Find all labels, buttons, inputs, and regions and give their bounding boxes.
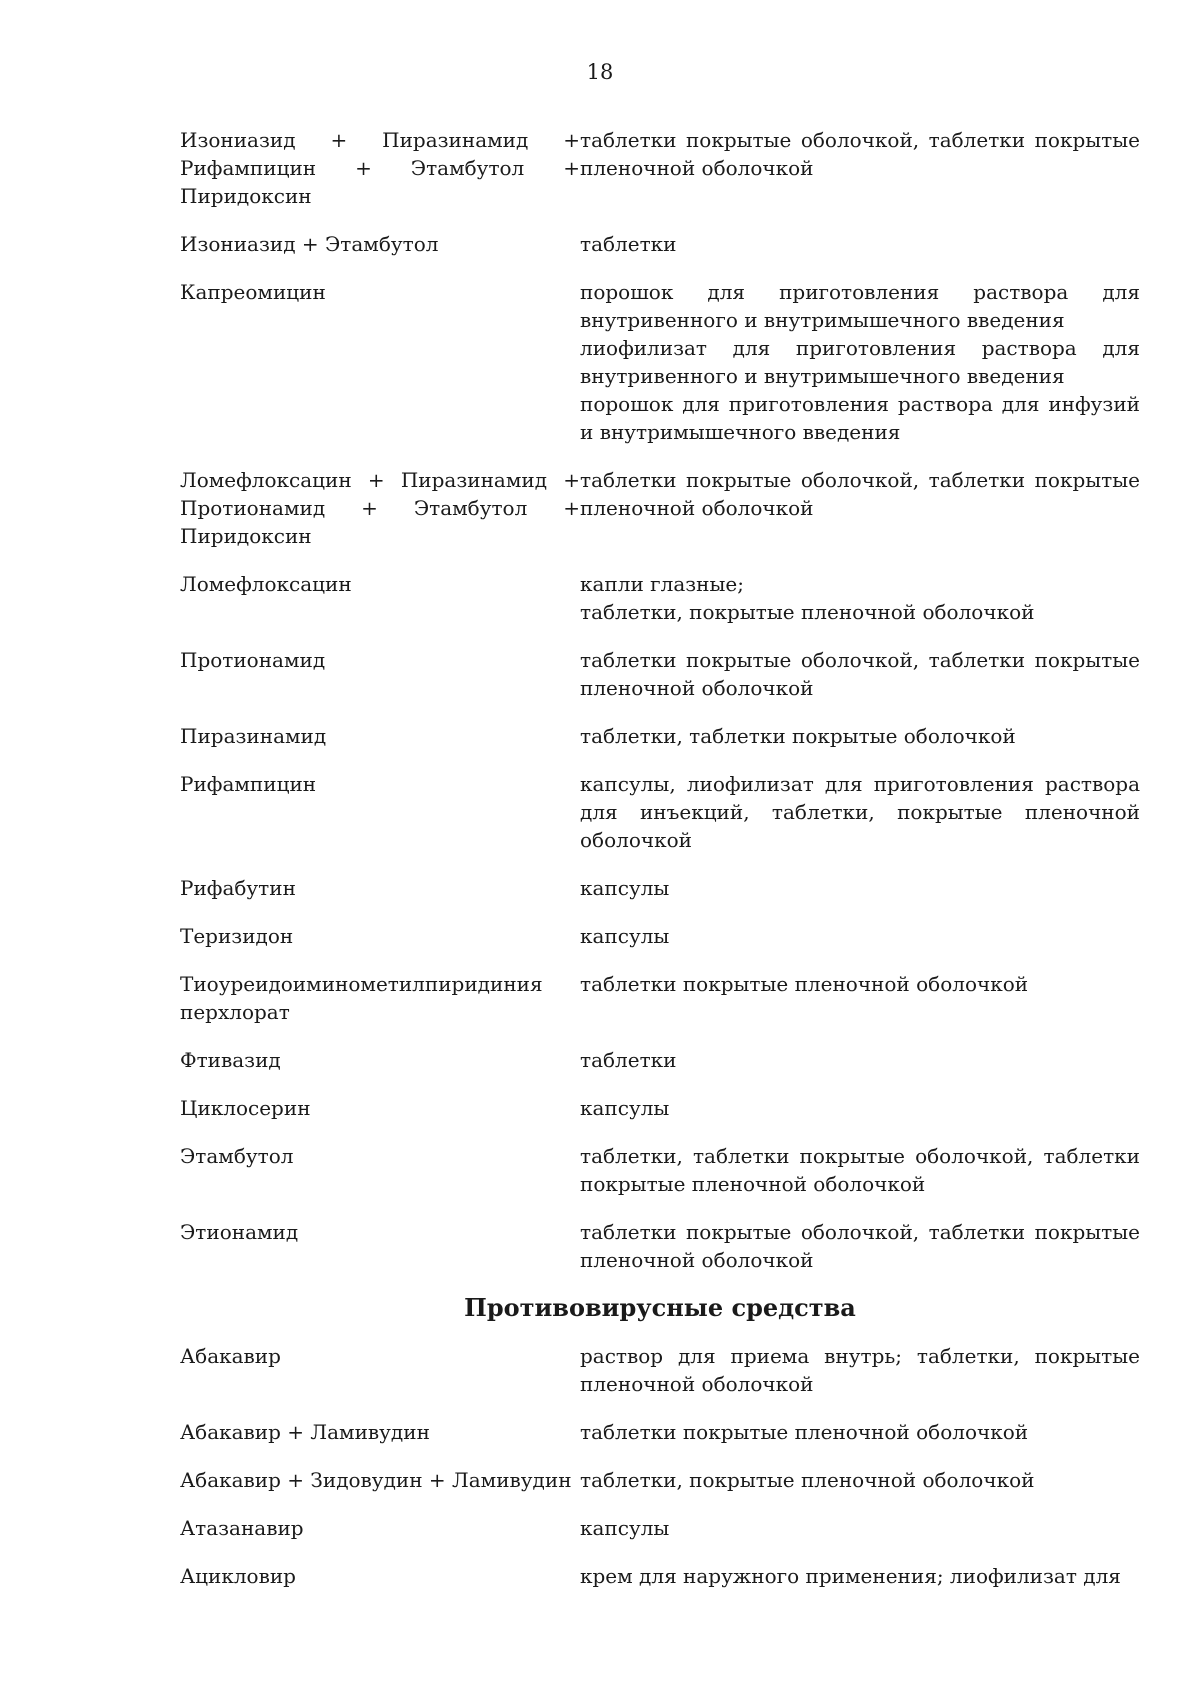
drug-list-section-2 <box>180 1342 1140 1590</box>
drug-name: Изониазид + Пиразинамид + Рифампицин + Этамбутол + Пиридоксин <box>180 128 580 208</box>
drug-name: Ломефлоксацин <box>180 572 352 596</box>
drug-name: Ацикловир <box>180 1564 296 1588</box>
document-body <box>180 126 1140 1610</box>
dosage-form-line: крем для наружного применения; лиофилизат для <box>580 1564 1121 1588</box>
dosage-form-line: капсулы <box>580 876 670 900</box>
dosage-form-line: таблетки покрытые пленочной оболочкой <box>580 972 1029 996</box>
dosage-form-line: капли глазные; <box>580 572 744 596</box>
dosage-form <box>580 922 1140 950</box>
dosage-form <box>580 1218 1140 1274</box>
dosage-form-line: таблетки покрытые оболочкой, таблетки покрытые пленочной оболочкой <box>580 1220 1140 1272</box>
dosage-form-line: таблетки <box>580 232 677 256</box>
drug-name: Абакавир + Зидовудин + Ламивудин <box>180 1468 572 1492</box>
dosage-form-line: таблетки, таблетки покрытые оболочкой <box>580 724 1016 748</box>
drug-row <box>180 1514 1140 1542</box>
drug-row <box>180 922 1140 950</box>
dosage-form <box>580 1514 1140 1542</box>
drug-row <box>180 874 1140 902</box>
dosage-form <box>580 970 1140 1026</box>
drug-row <box>180 1142 1140 1198</box>
dosage-form <box>580 570 1140 626</box>
drug-name: Абакавир + Ламивудин <box>180 1420 430 1444</box>
drug-row <box>180 570 1140 626</box>
dosage-form-line: лиофилизат для приготовления раствора для внутривенного и внутримышечного введения <box>580 336 1140 388</box>
dosage-form-line: таблетки покрытые оболочкой, таблетки покрытые пленочной оболочкой <box>580 468 1140 520</box>
dosage-form-line: таблетки покрытые оболочкой, таблетки покрытые пленочной оболочкой <box>580 128 1140 180</box>
drug-name: Капреомицин <box>180 280 326 304</box>
dosage-form <box>580 1342 1140 1398</box>
dosage-form-line: порошок для приготовления раствора для внутривенного и внутримышечного введения <box>580 280 1140 332</box>
drug-row <box>180 646 1140 702</box>
drug-name: Теризидон <box>180 924 294 948</box>
dosage-form <box>580 230 1140 258</box>
dosage-form-line: таблетки покрытые пленочной оболочкой <box>580 1420 1029 1444</box>
section-title-antiviral: Противовирусные средства <box>464 1293 856 1322</box>
drug-name: Ломефлоксацин + Пиразинамид + Протионамид + Этамбутол + Пиридоксин <box>180 468 580 548</box>
drug-name: Этамбутол <box>180 1144 294 1168</box>
drug-name: Этионамид <box>180 1220 299 1244</box>
dosage-form-line: таблетки, таблетки покрытые оболочкой, таблетки покрытые пленочной оболочкой <box>580 1144 1140 1196</box>
drug-row <box>180 722 1140 750</box>
drug-name: Фтивазид <box>180 1048 281 1072</box>
drug-row <box>180 970 1140 1026</box>
drug-name: Рифабутин <box>180 876 296 900</box>
drug-name: Циклосерин <box>180 1096 311 1120</box>
drug-name: Атазанавир <box>180 1516 304 1540</box>
dosage-form <box>580 1466 1140 1494</box>
dosage-form-line: капсулы <box>580 1096 670 1120</box>
dosage-form <box>580 1562 1140 1590</box>
drug-name: Протионамид <box>180 648 326 672</box>
dosage-form <box>580 722 1140 750</box>
drug-row <box>180 1466 1140 1494</box>
dosage-form <box>580 1142 1140 1198</box>
dosage-form-line: таблетки, покрытые пленочной оболочкой <box>580 1468 1035 1492</box>
drug-name: Изониазид + Этамбутол <box>180 232 439 256</box>
drug-row <box>180 1046 1140 1074</box>
dosage-form-line: капсулы, лиофилизат для приготовления раствора для инъекций, таблетки, покрытые пленочной оболочкой <box>580 772 1140 852</box>
drug-row <box>180 1562 1140 1590</box>
drug-name: Абакавир <box>180 1344 281 1368</box>
dosage-form-line: капсулы <box>580 1516 670 1540</box>
drug-row <box>180 770 1140 854</box>
dosage-form <box>580 874 1140 902</box>
dosage-form-line: капсулы <box>580 924 670 948</box>
drug-row <box>180 1094 1140 1122</box>
dosage-form-line: таблетки покрытые оболочкой, таблетки покрытые пленочной оболочкой <box>580 648 1140 700</box>
page-number: 18 <box>586 60 614 84</box>
drug-row <box>180 466 1140 550</box>
drug-row <box>180 1218 1140 1274</box>
dosage-form-line: таблетки <box>580 1048 677 1072</box>
dosage-form <box>580 646 1140 702</box>
dosage-form <box>580 126 1140 210</box>
dosage-form-line: раствор для приема внутрь; таблетки, покрытые пленочной оболочкой <box>580 1344 1140 1396</box>
dosage-form <box>580 466 1140 550</box>
drug-row <box>180 126 1140 210</box>
drug-name: Тиоуреидоиминометилпиридиния перхлорат <box>180 972 543 1024</box>
dosage-form-line: порошок для приготовления раствора для инфузий и внутримышечного введения <box>580 392 1140 444</box>
drug-name: Рифампицин <box>180 772 317 796</box>
dosage-form <box>580 1046 1140 1074</box>
drug-row <box>180 230 1140 258</box>
drug-row <box>180 1342 1140 1398</box>
drug-name: Пиразинамид <box>180 724 327 748</box>
dosage-form <box>580 278 1140 446</box>
dosage-form <box>580 1418 1140 1446</box>
drug-row <box>180 278 1140 446</box>
dosage-form <box>580 1094 1140 1122</box>
drug-list-section-1 <box>180 126 1140 1274</box>
dosage-form <box>580 770 1140 854</box>
drug-row <box>180 1418 1140 1446</box>
dosage-form-line: таблетки, покрытые пленочной оболочкой <box>580 600 1035 624</box>
